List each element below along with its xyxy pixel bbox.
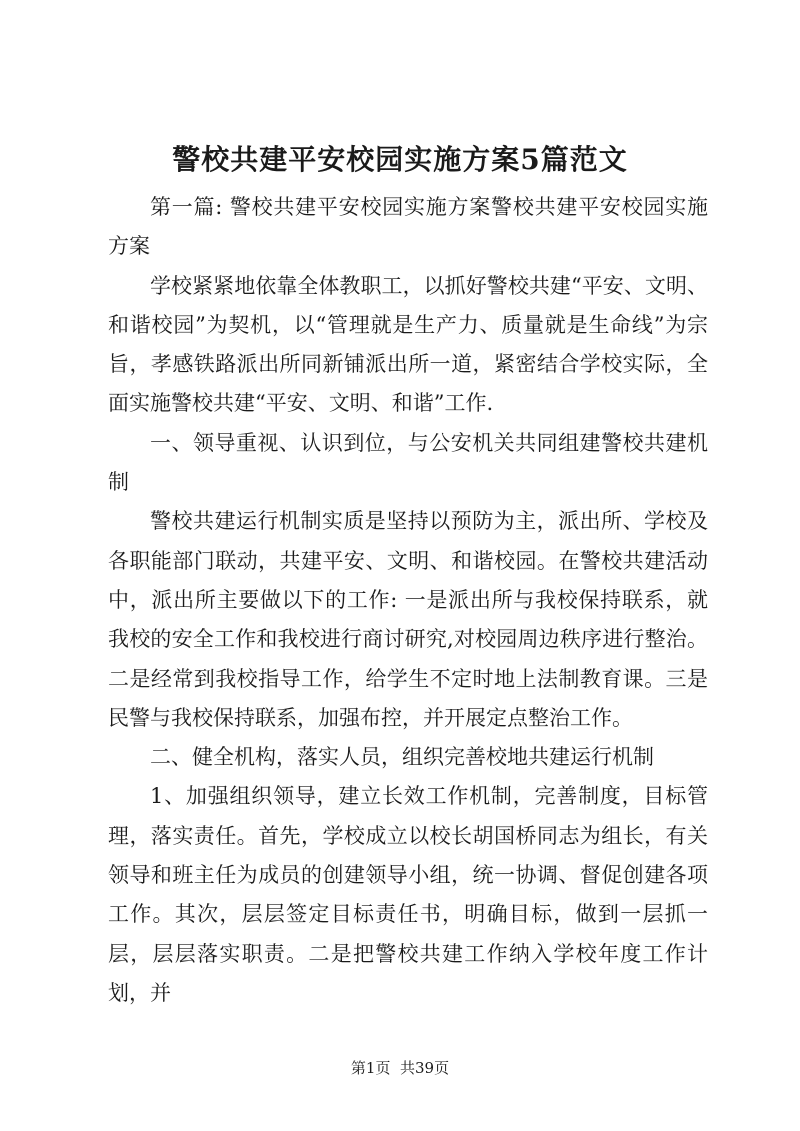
document-body — [108, 188, 708, 1013]
paragraph-intro: 学校紧紧地依靠全体教职工，以抓好警校共建“平安、文明、和谐校园”为契机，以“管理就是生产力、质量就是生命线”为宗旨，孝感铁路派出所同新铺派出所一道，紧密结合学校实际，全面实施警校共建“平安、文明、和谐”工作. — [108, 273, 708, 416]
paragraph-organization: 1、加强组织领导，建立长效工作机制，完善制度，目标管理，落实责任。首先，学校成立以校长胡国桥同志为组长，有关领导和班主任为成员的创建领导小组，统一协调、督促创建各项工作。其次，层层签定目标责任书，明确目标，做到一层抓一层，层层落实职责。二是把警校共建工作纳入学校年度工作计划，并 — [108, 784, 708, 1005]
section-heading-2: 二、健全机构，落实人员，组织完善校地共建运行机制 — [150, 745, 654, 770]
paragraph-heading-first: 第一篇: 警校共建平安校园实施方案警校共建平安校园实施方案 — [108, 195, 708, 259]
page-number-label: 第1页 共39页 — [350, 1059, 450, 1077]
document-title: 警校共建平安校园实施方案5篇范文 — [172, 143, 628, 176]
paragraph-mechanism: 警校共建运行机制实质是坚持以预防为主，派出所、学校及各职能部门联动，共建平安、文明、和谐校园。在警校共建活动中，派出所主要做以下的工作: 一是派出所与我校保持联系，就我校的安全工作和我校进行商讨研究,对校园周边秩序进行整治。二是经常到我校指导工作，给学生不定时地上法制教育课。三是民警与我校保持联系，加强布控，并开展定点整治工作。 — [108, 509, 708, 730]
section-heading-1: 一、领导重视、认识到位，与公安机关共同组建警校共建机制 — [108, 430, 708, 495]
page-footer — [0, 1058, 800, 1078]
